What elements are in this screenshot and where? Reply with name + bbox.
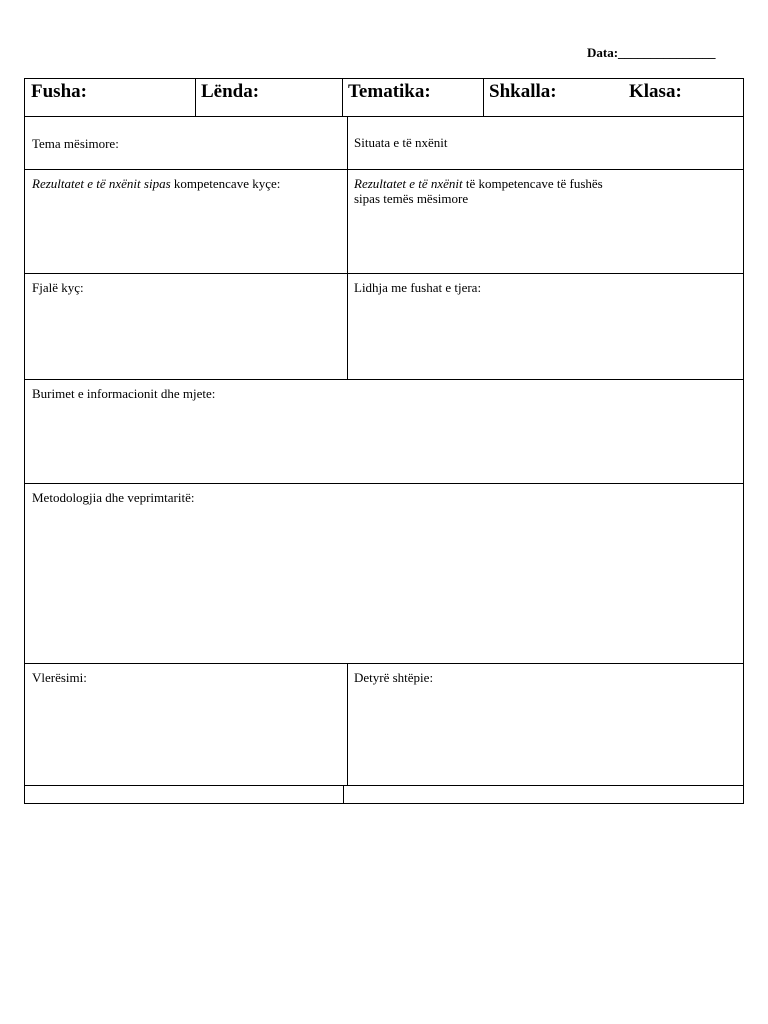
burimet-label: Burimet e informacionit dhe mjete: bbox=[32, 386, 216, 401]
rezultatet-row bbox=[25, 170, 743, 274]
detyre-field[interactable] bbox=[347, 664, 743, 785]
vleresimi-field[interactable] bbox=[25, 664, 347, 785]
burimet-field[interactable] bbox=[25, 380, 743, 483]
rezultatet-fushes-label-line2: sipas temës mësimore bbox=[354, 191, 469, 206]
fjale-kyc-label: Fjalë kyç: bbox=[32, 280, 84, 295]
situata-field[interactable] bbox=[347, 117, 743, 169]
metodologjia-label: Metodologjia dhe veprimtaritë: bbox=[32, 490, 195, 505]
fjale-lidhja-row bbox=[25, 274, 743, 380]
rezultatet-fushes-label-italic: Rezultatet e të nxënit bbox=[354, 176, 463, 191]
rezultatet-fushes-label: të kompetencave të fushës bbox=[462, 176, 603, 191]
vleresimi-label: Vlerësimi: bbox=[32, 670, 87, 685]
fusha-label: Fusha: bbox=[31, 81, 87, 102]
fjale-kyc-field[interactable] bbox=[25, 274, 347, 379]
lidhja-field[interactable] bbox=[347, 274, 743, 379]
rezultatet-fushes-field[interactable] bbox=[347, 170, 743, 273]
rezultatet-kyce-field[interactable] bbox=[25, 170, 347, 273]
vleresimi-detyre-row bbox=[25, 664, 743, 786]
tematika-label: Tematika: bbox=[348, 81, 431, 102]
lenda-label: Lënda: bbox=[201, 81, 260, 102]
bottom-left-cell[interactable] bbox=[25, 786, 343, 803]
date-field bbox=[587, 45, 716, 61]
metodologjia-row bbox=[25, 484, 743, 664]
shkalla-label: Shkalla: bbox=[489, 81, 557, 102]
rezultatet-kyce-label-italic: Rezultatet e të nxënit sipas bbox=[32, 176, 171, 191]
header-row bbox=[25, 79, 743, 117]
tema-situata-row bbox=[25, 117, 743, 170]
situata-label: Situata e të nxënit bbox=[354, 135, 448, 150]
burimet-row bbox=[25, 380, 743, 484]
bottom-empty-row bbox=[25, 786, 743, 803]
date-blank-line[interactable]: _______________ bbox=[618, 45, 716, 60]
detyre-label: Detyrë shtëpie: bbox=[354, 670, 434, 685]
lidhja-label: Lidhja me fushat e tjera: bbox=[354, 280, 482, 295]
date-label: Data: bbox=[587, 45, 619, 60]
metodologjia-field[interactable] bbox=[25, 484, 743, 663]
rezultatet-kyce-label: kompetencave kyçe: bbox=[170, 176, 281, 191]
lesson-plan-form bbox=[24, 78, 744, 804]
tema-mesimore-field[interactable] bbox=[25, 117, 347, 169]
klasa-label: Klasa: bbox=[629, 81, 682, 102]
bottom-right-cell[interactable] bbox=[343, 786, 743, 803]
tema-mesimore-label: Tema mësimore: bbox=[32, 136, 119, 151]
